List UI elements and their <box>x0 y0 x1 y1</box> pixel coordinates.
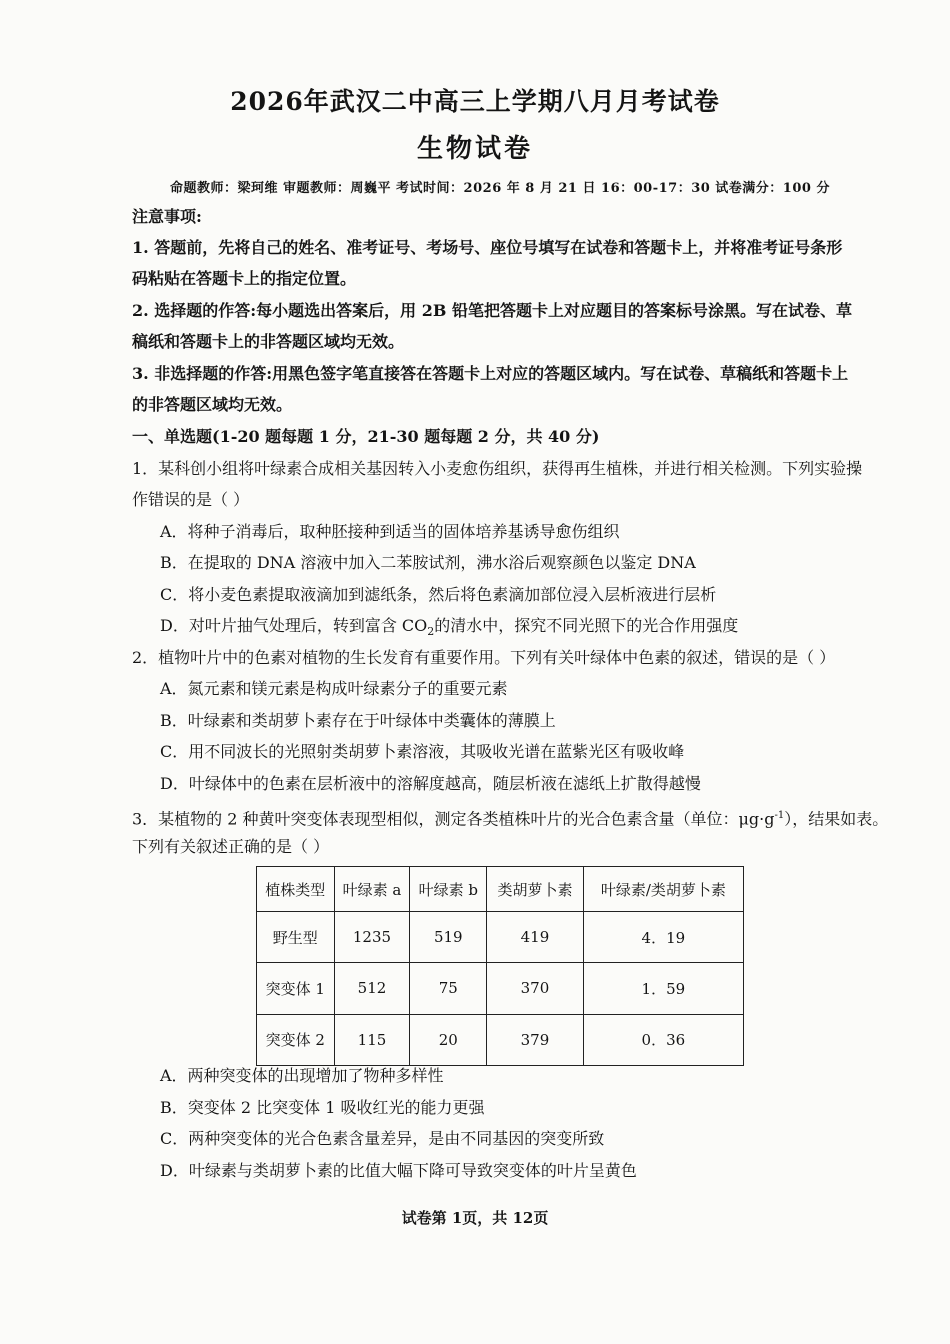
q3-stem-line-1 <box>132 806 912 829</box>
exam-subtitle: 生物试卷 <box>416 134 533 164</box>
q1-option-d-post: 的清水中，探究不同光照下的光合作用强度 <box>434 616 739 635</box>
notice-item-1-line-2: 码粘贴在答题卡上的指定位置。 <box>132 269 357 288</box>
table-cell: 75 <box>410 963 487 1014</box>
q2-stem: 2．植物叶片中的色素对植物的生长发育有重要作用。下列有关叶绿体中色素的叙述，错误的是（ ） <box>132 648 836 667</box>
q1-option-d-pre: D．对叶片抽气处理后，转到富含 CO <box>160 616 428 635</box>
q2-option-c: C．用不同波长的光照射类胡萝卜素溶液，其吸收光谱在蓝紫光区有吸收峰 <box>160 742 685 761</box>
notice-heading: 注意事项: <box>132 207 202 226</box>
exam-meta: 命题教师：梁珂维 审题教师：周巍平 考试时间：2026 年 8 月 21 日 16：00-17：30 试卷满分：100 分 <box>170 181 830 196</box>
table-cell: 20 <box>410 1014 487 1065</box>
table-cell: 突变体 2 <box>257 1014 335 1065</box>
table-cell: 野生型 <box>257 912 335 963</box>
table-cell: 115 <box>334 1014 410 1065</box>
table-header-row <box>257 867 744 912</box>
pigment-table <box>256 866 744 1066</box>
table-row <box>257 1014 744 1065</box>
q3-option-b: B．突变体 2 比突变体 1 吸收红光的能力更强 <box>160 1098 485 1117</box>
table-row <box>257 912 744 963</box>
q1-option-a: A．将种子消毒后，取种胚接种到适当的固体培养基诱导愈伤组织 <box>160 522 620 541</box>
q3-stem-line-1-post: ），结果如表。 <box>784 809 889 829</box>
q1-option-d-sub: 2 <box>427 625 435 639</box>
q1-option-d <box>160 616 860 642</box>
page-footer: 试卷第 1页，共 12页 <box>401 1209 549 1227</box>
table-cell: 0．36 <box>583 1014 743 1065</box>
q1-stem-line-2: 作错误的是（ ） <box>132 490 250 509</box>
q2-option-d: D．叶绿体中的色素在层析液中的溶解度越高，随层析液在滤纸上扩散得越慢 <box>160 774 701 793</box>
table-cell: 突变体 1 <box>257 963 335 1014</box>
notice-item-2-line-2: 稿纸和答题卡上的非答题区域均无效。 <box>132 332 405 351</box>
q1-option-c: C．将小麦色素提取液滴加到滤纸条，然后将色素滴加部位浸入层析液进行层析 <box>160 585 717 604</box>
q3-option-d: D．叶绿素与类胡萝卜素的比值大幅下降可导致突变体的叶片呈黄色 <box>160 1161 637 1180</box>
table-cell: 1235 <box>334 912 410 963</box>
q1-option-b: B．在提取的 DNA 溶液中加入二苯胺试剂，沸水浴后观察颜色以鉴定 DNA <box>160 553 696 572</box>
notice-item-3-line-1: 3. 非选择题的作答:用黑色签字笔直接答在答题卡上对应的答题区域内。写在试卷、草稿纸和答题卡上 <box>132 364 849 383</box>
table-header-cell: 叶绿素 b <box>410 867 487 912</box>
q3-stem-line-1-sup: -1 <box>774 810 785 821</box>
table-row <box>257 963 744 1014</box>
table-header-cell: 植株类型 <box>257 867 335 912</box>
q2-option-a: A．氮元素和镁元素是构成叶绿素分子的重要元素 <box>160 679 508 698</box>
q3-stem-line-2: 下列有关叙述正确的是（ ） <box>132 837 330 856</box>
table-cell: 4．19 <box>583 912 743 963</box>
table-cell: 1．59 <box>583 963 743 1014</box>
notice-item-2-line-1: 2. 选择题的作答:每小题选出答案后，用 2B 铅笔把答题卡上对应题目的答案标号涂黑。写在试卷、草 <box>132 301 852 320</box>
exam-title: 2026年武汉二中高三上学期八月月考试卷 <box>230 87 720 116</box>
q1-stem-line-1: 1．某科创小组将叶绿素合成相关基因转入小麦愈伤组织，获得再生植株，并进行相关检测。下列实验操 <box>132 459 863 478</box>
notice-item-1-line-1: 1. 答题前，先将自己的姓名、准考证号、考场号、座位号填写在试卷和答题卡上，并将准考证号条形 <box>132 238 843 257</box>
notice-item-3-line-2: 的非答题区域均无效。 <box>132 395 293 414</box>
q3-stem-line-1-pre: 3．某植物的 2 种黄叶突变体表现型相似，测定各类植株叶片的光合色素含量（单位：μg·g <box>132 809 775 829</box>
table-cell: 379 <box>487 1014 584 1065</box>
table-cell: 419 <box>487 912 584 963</box>
table-cell: 519 <box>410 912 487 963</box>
table-cell: 512 <box>334 963 410 1014</box>
table-header-cell: 叶绿素/类胡萝卜素 <box>583 867 743 912</box>
q2-option-b: B．叶绿素和类胡萝卜素存在于叶绿体中类囊体的薄膜上 <box>160 711 556 730</box>
q3-option-a: A．两种突变体的出现增加了物种多样性 <box>160 1066 444 1085</box>
table-header-cell: 类胡萝卜素 <box>487 867 584 912</box>
table-header-cell: 叶绿素 a <box>334 867 410 912</box>
table-cell: 370 <box>487 963 584 1014</box>
section-1-heading: 一、单选题(1-20 题每题 1 分，21-30 题每题 2 分，共 40 分) <box>132 427 600 446</box>
q3-option-c: C．两种突变体的光合色素含量差异，是由不同基因的突变所致 <box>160 1129 605 1148</box>
